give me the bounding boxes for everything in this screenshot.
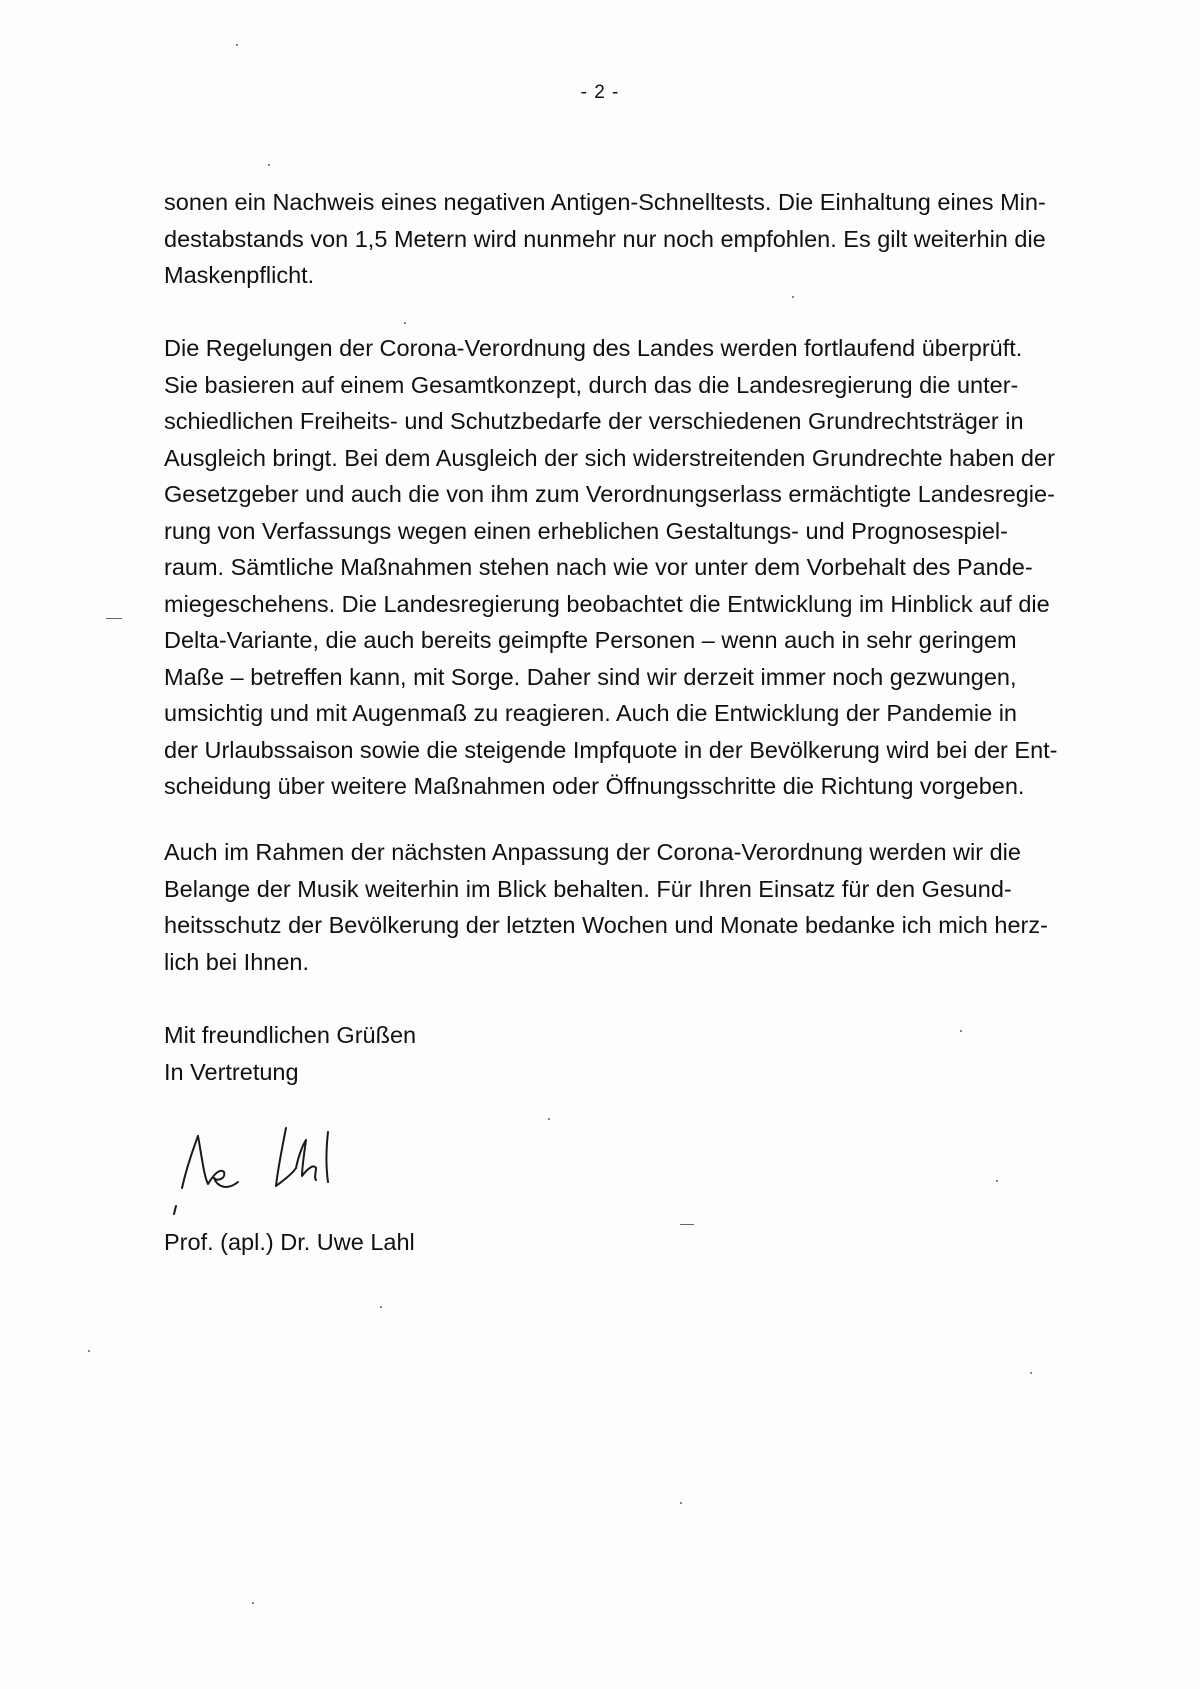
scan-speck bbox=[106, 618, 122, 619]
text-line: schiedlichen Freiheits- und Schutzbedarfe der verschiedenen Grundrechtsträger in bbox=[164, 408, 1024, 434]
scan-speck bbox=[680, 1502, 682, 1504]
text-line: Belange der Musik weiterhin im Blick behalten. Für Ihren Einsatz für den Gesund- bbox=[164, 875, 1012, 902]
paragraph-2 bbox=[164, 330, 1084, 805]
text-line: Ausgleich bringt. Bei dem Ausgleich der sich widerstreitenden Grundrechte haben der bbox=[164, 444, 1055, 471]
text-line: Gesetzgeber und auch die von ihm zum Verordnungserlass ermächtigte Landesregie- bbox=[164, 481, 1055, 507]
text-line: Maskenpflicht. bbox=[164, 262, 315, 288]
text-line: heitsschutz der Bevölkerung der letzten Wochen und Monate bedanke ich mich herz- bbox=[164, 912, 1048, 938]
scan-speck bbox=[380, 1306, 382, 1308]
text-line: rung von Verfassungs wegen einen erheblichen Gestaltungs- und Prognosespiel- bbox=[164, 517, 1008, 544]
text-line: lich bei Ihnen. bbox=[164, 948, 310, 975]
text-line: sonen ein Nachweis eines negativen Antigen-Schnelltests. Die Einhaltung eines Min- bbox=[164, 189, 1046, 215]
closing-greeting: Mit freundlichen Grüßen bbox=[164, 1022, 417, 1048]
closing-block bbox=[164, 1017, 1084, 1090]
text-line: Sie basieren auf einem Gesamtkonzept, durch das die Landesregierung die unter- bbox=[164, 371, 1019, 398]
scan-speck bbox=[792, 296, 794, 298]
text-line: destabstands von 1,5 Metern wird nunmehr nur noch empfohlen. Es gilt weiterhin die bbox=[164, 225, 1046, 252]
closing-representation: In Vertretung bbox=[164, 1058, 299, 1085]
scan-speck bbox=[268, 164, 270, 166]
text-line: umsichtig und mit Augenmaß zu reagieren. Auch die Entwicklung der Pandemie in bbox=[164, 700, 1017, 726]
text-line: miegeschehens. Die Landesregierung beobachtet die Entwicklung im Hinblick auf die bbox=[164, 590, 1050, 617]
text-line: Auch im Rahmen der nächsten Anpassung der Corona-Verordnung werden wir die bbox=[164, 839, 1021, 865]
signer-block bbox=[164, 1224, 1084, 1261]
text-line: Maße – betreffen kann, mit Sorge. Daher sind wir derzeit immer noch gezwungen, bbox=[164, 663, 1017, 690]
paragraph-1 bbox=[164, 184, 1084, 294]
scan-speck bbox=[404, 322, 406, 324]
handwritten-signature bbox=[168, 1118, 388, 1218]
scan-speck bbox=[88, 1350, 90, 1352]
text-line: raum. Sämtliche Maßnahmen stehen nach wie vor unter dem Vorbehalt des Pande- bbox=[164, 554, 1033, 580]
scan-speck bbox=[548, 1118, 550, 1120]
paragraph-3 bbox=[164, 834, 1084, 980]
scan-speck bbox=[1030, 1372, 1032, 1374]
scan-speck bbox=[236, 44, 238, 46]
text-line: scheidung über weitere Maßnahmen oder Öffnungsschritte die Richtung vorgeben. bbox=[164, 773, 1025, 799]
signer-name: Prof. (apl.) Dr. Uwe Lahl bbox=[164, 1229, 415, 1255]
text-line: Die Regelungen der Corona-Verordnung des Landes werden fortlaufend überprüft. bbox=[164, 335, 1023, 361]
scan-speck bbox=[996, 1180, 998, 1182]
page-number: - 2 - bbox=[580, 82, 620, 103]
scan-speck bbox=[960, 1030, 962, 1032]
scan-speck bbox=[252, 1602, 254, 1604]
text-line: der Urlaubssaison sowie die steigende Impfquote in der Bevölkerung wird bei der Ent- bbox=[164, 736, 1058, 763]
scan-speck bbox=[680, 1224, 694, 1225]
text-line: Delta-Variante, die auch bereits geimpfte Personen – wenn auch in sehr geringem bbox=[164, 627, 1017, 653]
